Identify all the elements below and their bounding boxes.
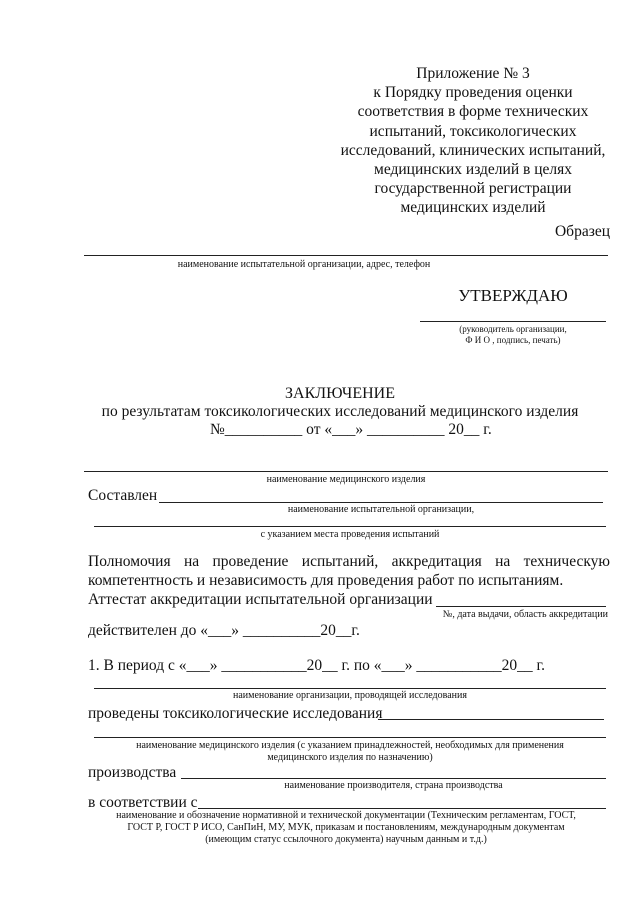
device-fill-line bbox=[84, 471, 608, 472]
appendix-block bbox=[340, 64, 606, 218]
doc-subtitle: по результатам токсикологических исследований медицинского изделия bbox=[101, 403, 579, 420]
accordance-label: в соответствии с bbox=[88, 794, 198, 811]
org-fill-line bbox=[84, 255, 608, 256]
appendix-line: к Порядку проведения оценки bbox=[373, 84, 573, 102]
certificate-caption: №, дата выдачи, область аккредитации bbox=[442, 609, 608, 620]
certificate-valid-line: действителен до «___» __________20__г. bbox=[88, 622, 360, 639]
appendix-line: Приложение № 3 bbox=[416, 65, 530, 82]
composed-fill-line-2 bbox=[94, 526, 606, 527]
sample-label: Образец bbox=[554, 223, 610, 240]
conducted-fill-line-2 bbox=[94, 737, 606, 738]
certificate-label: Аттестат аккредитации испытательной организации bbox=[88, 591, 433, 608]
conducted-caption: медицинского изделия по назначению) bbox=[267, 752, 433, 763]
appendix-line: медицинских изделий в целях bbox=[374, 161, 572, 179]
appendix-line: испытаний, токсикологических bbox=[369, 122, 577, 140]
composed-fill-line bbox=[159, 502, 603, 503]
appendix-line: соответствия в форме технических bbox=[357, 103, 589, 121]
conducted-label: проведены токсикологические исследования bbox=[88, 705, 383, 722]
composed-caption: с указанием места проведения испытаний bbox=[260, 529, 440, 540]
doc-title: ЗАКЛЮЧЕНИЕ bbox=[285, 385, 395, 402]
accordance-caption: (имеющим статус ссылочного документа) научным данным и т.д.) bbox=[205, 834, 487, 845]
certificate-fill-line bbox=[436, 606, 606, 607]
accordance-caption: наименование и обозначение нормативной и технической документации (Техническим регламентам, ГОСТ, bbox=[116, 810, 576, 821]
device-caption: наименование медицинского изделия bbox=[266, 474, 426, 485]
conducted-fill-line bbox=[378, 719, 604, 720]
period-line: 1. В период с «___» ___________20__ г. по «___» ___________20__ г. bbox=[88, 657, 546, 674]
conducted-caption: наименование медицинского изделия (с указанием принадлежностей, необходимых для применения bbox=[136, 740, 564, 751]
accordance-caption: ГОСТ Р, ГОСТ Р ИСО, СанПиН, МУ, МУК, приказам и постановлениям, международным документам bbox=[127, 822, 565, 833]
appendix-line: государственной регистрации bbox=[374, 180, 572, 198]
authority-text: Полномочия на проведение испытаний, аккредитация на техническую компетентность и независимость для проведения работ по испытаниям. bbox=[88, 553, 610, 589]
accordance-fill-line bbox=[198, 808, 606, 809]
appendix-line: исследований, клинических испытаний, bbox=[340, 141, 606, 159]
approve-title: УТВЕРЖДАЮ bbox=[458, 286, 568, 305]
approve-caption: (руководитель организации, bbox=[459, 324, 567, 334]
approve-fill-line bbox=[420, 321, 606, 322]
appendix-line: медицинских изделий bbox=[400, 199, 546, 217]
period-caption: наименование организации, проводящей исследования bbox=[233, 690, 467, 701]
approve-caption: Ф И О , подпись, печать) bbox=[465, 335, 561, 345]
org-caption: наименование испытательной организации, адрес, телефон bbox=[177, 259, 431, 270]
production-label: производства bbox=[88, 764, 177, 781]
composed-caption: наименование испытательной организации, bbox=[287, 504, 475, 515]
production-fill-line bbox=[181, 778, 606, 779]
production-caption: наименование производителя, страна производства bbox=[284, 780, 503, 791]
period-fill-line bbox=[94, 688, 606, 689]
composed-label: Составлен bbox=[88, 487, 158, 504]
doc-number-line: №__________ от «___» __________ 20__ г. bbox=[210, 421, 492, 438]
